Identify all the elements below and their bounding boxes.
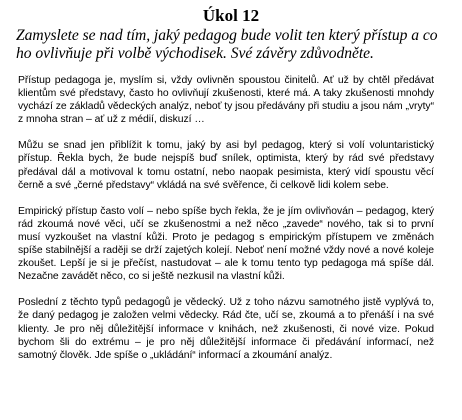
paragraph-empirical: Empirický přístup často volí – nebo spíše bych řekla, že je jím ovlivňován – pedagog, který rád zkoumá nové věci, učí se zkušenostmi a než něco „zavede“ nového, tak si to první musí vyzkoušet na vlastní kůži. Proto je pedagog s empirickým přístupem ve změnách spíše stabilnější a raději se drží zajetých kolejí. Neboť není možné vždy nové a nové koleje zkoušet. Lepší je si je přečíst, nastudovat – ale k tomu tento typ pedagoga má spíše dál. Nezačne zavádět něco, co si ještě nezkusil na vlastní kůži. (18, 205, 434, 283)
paragraph-scientific: Poslední z těchto typů pedagogů je vědecký. Už z toho názvu samotného jistě vyplývá to, že daný pedagog je založen velmi vědecky. Rád čte, učí se, zkoumá a to přenáší i na své klienty. Je pro něj důležitější informace v knihách, než zkušenosti, či nové vize. Pokud bychom šli do extrému – je pro něj důležitější informace či předávání informací, než samotný člověk. Jde spíše o „ukládání“ informací a zkoumání analýz. (18, 297, 434, 361)
paragraph-voluntaristic: Můžu se snad jen přiblížit k tomu, jaký by asi byl pedagog, který si volí voluntaristický přístup. Řekla bych, že bude nejspíš buď snílek, optimista, který by rád své představy předával dál a motivoval k tomu ostatní, nebo naopak pesimista, který vidí spoustu věcí černě a své „černé představy“ vkládá na své svěřence, či celkově lidi kolem sebe. (18, 140, 434, 191)
page-title: Úkol 12 (202, 6, 260, 25)
task-assignment: Zamyslete se nad tím, jaký pedagog bude volit ten který přístup a co ho ovlivňuje při volbě východisek. Své závěry zdůvodněte. (16, 27, 438, 62)
answer-body (16, 74, 446, 362)
paragraph-intro: Přístup pedagoga je, myslím si, vždy ovlivněn spoustou činitelů. Ať už by chtěl předávat klientům své představy, často ho ovlivňují zkušenosti, které má. A taky zkušenosti mnohdy vychází ze základů vědeckých analýz, neboť ty jsou předávány při studiu a jsou nám „vryty“ z mnoha stran – ať už z médií, diskuzí … (18, 75, 434, 126)
